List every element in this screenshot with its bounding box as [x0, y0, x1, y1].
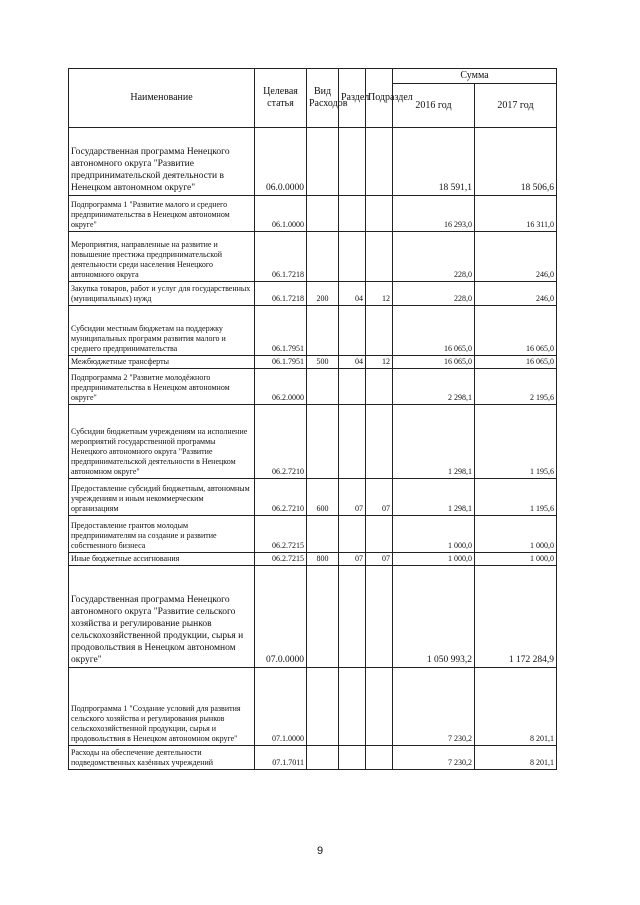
cell-subsection: [366, 196, 393, 232]
header-section: Раздел: [339, 69, 366, 128]
cell-2017: 1 195,6: [475, 405, 557, 479]
cell-2016: 1 000,0: [393, 516, 475, 553]
cell-2016: 228,0: [393, 232, 475, 282]
cell-expense-type: [307, 232, 339, 282]
cell-target: 06.1.7951: [255, 306, 307, 356]
cell-2017: 16 065,0: [475, 306, 557, 356]
cell-section: [339, 405, 366, 479]
cell-expense-type: [307, 128, 339, 196]
table-row: [69, 405, 557, 479]
cell-2017: 246,0: [475, 282, 557, 306]
cell-name: Предоставление субсидий бюджетным, автономным учреждениям и иным некоммерческим организациям: [69, 479, 255, 516]
header-subsection: Подраздел: [366, 69, 393, 128]
cell-expense-type: [307, 405, 339, 479]
cell-2016: 2 298,1: [393, 369, 475, 405]
cell-subsection: 12: [366, 282, 393, 306]
table-row: [69, 282, 557, 306]
cell-2016: 18 591,1: [393, 128, 475, 196]
cell-expense-type: 800: [307, 553, 339, 566]
cell-section: [339, 232, 366, 282]
cell-name: Подпрограмма 2 "Развитие молодёжного предпринимательства в Ненецком автономном округе": [69, 369, 255, 405]
page-number: 9: [316, 845, 324, 857]
cell-subsection: [366, 405, 393, 479]
cell-2016: 1 298,1: [393, 405, 475, 479]
cell-2016: 7 230,2: [393, 746, 475, 770]
cell-subsection: 07: [366, 479, 393, 516]
cell-name: Предоставление грантов молодым предпринимателям на создание и развитие собственного бизнеса: [69, 516, 255, 553]
cell-expense-type: [307, 516, 339, 553]
cell-2017: 16 065,0: [475, 356, 557, 369]
budget-table: [68, 68, 557, 770]
cell-2016: 228,0: [393, 282, 475, 306]
cell-subsection: 12: [366, 356, 393, 369]
cell-2017: 8 201,1: [475, 668, 557, 746]
table-row: [69, 668, 557, 746]
cell-section: [339, 746, 366, 770]
cell-name: Межбюджетные трансферты: [69, 356, 255, 369]
cell-expense-type: 600: [307, 479, 339, 516]
cell-target: 07.1.7011: [255, 746, 307, 770]
cell-2016: 1 298,1: [393, 479, 475, 516]
table-row: [69, 196, 557, 232]
table-row: [69, 128, 557, 196]
cell-section: [339, 369, 366, 405]
cell-2017: 16 311,0: [475, 196, 557, 232]
cell-2017: 8 201,1: [475, 746, 557, 770]
cell-2016: 7 230,2: [393, 668, 475, 746]
cell-target: 06.1.7218: [255, 282, 307, 306]
header-name: Наименование: [69, 69, 255, 128]
cell-expense-type: [307, 196, 339, 232]
cell-expense-type: 200: [307, 282, 339, 306]
cell-2016: 1 050 993,2: [393, 566, 475, 668]
header-target: Целевая статья: [255, 69, 307, 128]
cell-subsection: 07: [366, 553, 393, 566]
table-row: [69, 516, 557, 553]
cell-name: Субсидии местным бюджетам на поддержку муниципальных программ развития малого и среднего предпринимательства: [69, 306, 255, 356]
cell-target: 07.0.0000: [255, 566, 307, 668]
cell-target: 06.1.0000: [255, 196, 307, 232]
cell-subsection: [366, 566, 393, 668]
cell-subsection: [366, 668, 393, 746]
cell-name: Расходы на обеспечение деятельности подведомственных казённых учреждений: [69, 746, 255, 770]
cell-2016: 16 065,0: [393, 306, 475, 356]
cell-section: 04: [339, 282, 366, 306]
header-2017: 2017 год: [475, 84, 557, 128]
cell-expense-type: [307, 668, 339, 746]
cell-2017: 1 000,0: [475, 553, 557, 566]
cell-2017: 1 000,0: [475, 516, 557, 553]
cell-target: 06.2.7215: [255, 516, 307, 553]
header-expense-type: Вид Расходов: [307, 69, 339, 128]
cell-expense-type: [307, 306, 339, 356]
cell-target: 06.2.7215: [255, 553, 307, 566]
cell-expense-type: [307, 746, 339, 770]
header-2016: 2016 год: [393, 84, 475, 128]
cell-2017: 1 195,6: [475, 479, 557, 516]
cell-subsection: [366, 369, 393, 405]
cell-section: [339, 516, 366, 553]
cell-2017: 246,0: [475, 232, 557, 282]
cell-2017: 1 172 284,9: [475, 566, 557, 668]
cell-2016: 16 065,0: [393, 356, 475, 369]
cell-name: Государственная программа Ненецкого автономного округа "Развитие сельского хозяйства и регулирование рынков сельскохозяйственной продукции, сырья и продовольствия в Ненецком автономном округе": [69, 566, 255, 668]
cell-section: [339, 306, 366, 356]
cell-2017: 2 195,6: [475, 369, 557, 405]
cell-target: 06.2.7210: [255, 405, 307, 479]
cell-section: [339, 566, 366, 668]
cell-section: [339, 196, 366, 232]
cell-section: 04: [339, 356, 366, 369]
table-row: [69, 553, 557, 566]
cell-name: Подпрограмма 1 "Развитие малого и среднего предпринимательства в Ненецком автономном округе": [69, 196, 255, 232]
cell-subsection: [366, 516, 393, 553]
table-row: [69, 356, 557, 369]
cell-name: Закупка товаров, работ и услуг для государственных (муниципальных) нужд: [69, 282, 255, 306]
cell-name: Мероприятия, направленные на развитие и повышение престижа предпринимательской деятельности среди населения Ненецкого автономного округа: [69, 232, 255, 282]
table-row: [69, 306, 557, 356]
table-row: [69, 746, 557, 770]
table-row: [69, 369, 557, 405]
cell-section: 07: [339, 553, 366, 566]
cell-expense-type: 500: [307, 356, 339, 369]
table-row: [69, 479, 557, 516]
cell-subsection: [366, 306, 393, 356]
cell-name: Государственная программа Ненецкого автономного округа "Развитие предпринимательской деятельности в Ненецком автономном округе": [69, 128, 255, 196]
cell-name: Иные бюджетные ассигнования: [69, 553, 255, 566]
cell-2016: 1 000,0: [393, 553, 475, 566]
cell-2016: 16 293,0: [393, 196, 475, 232]
cell-expense-type: [307, 369, 339, 405]
cell-section: [339, 668, 366, 746]
cell-subsection: [366, 232, 393, 282]
cell-2017: 18 506,6: [475, 128, 557, 196]
cell-target: 06.2.0000: [255, 369, 307, 405]
cell-section: 07: [339, 479, 366, 516]
cell-target: 07.1.0000: [255, 668, 307, 746]
table-row: [69, 232, 557, 282]
cell-name: Подпрограмма 1 "Создание условий для развития сельского хозяйства и регулирования рынков сельскохозяйственной продукции, сырья и продовольствия в Ненецком автономном округе": [69, 668, 255, 746]
cell-subsection: [366, 128, 393, 196]
cell-target: 06.0.0000: [255, 128, 307, 196]
cell-subsection: [366, 746, 393, 770]
cell-expense-type: [307, 566, 339, 668]
cell-target: 06.1.7951: [255, 356, 307, 369]
cell-target: 06.1.7218: [255, 232, 307, 282]
cell-target: 06.2.7210: [255, 479, 307, 516]
cell-name: Субсидии бюджетным учреждениям на исполнение мероприятий государственной программы Ненецкого автономного округа "Развитие предпринимательской деятельности в Ненецком автономном округе": [69, 405, 255, 479]
table-row: [69, 566, 557, 668]
cell-section: [339, 128, 366, 196]
header-sum: Сумма: [393, 69, 557, 84]
